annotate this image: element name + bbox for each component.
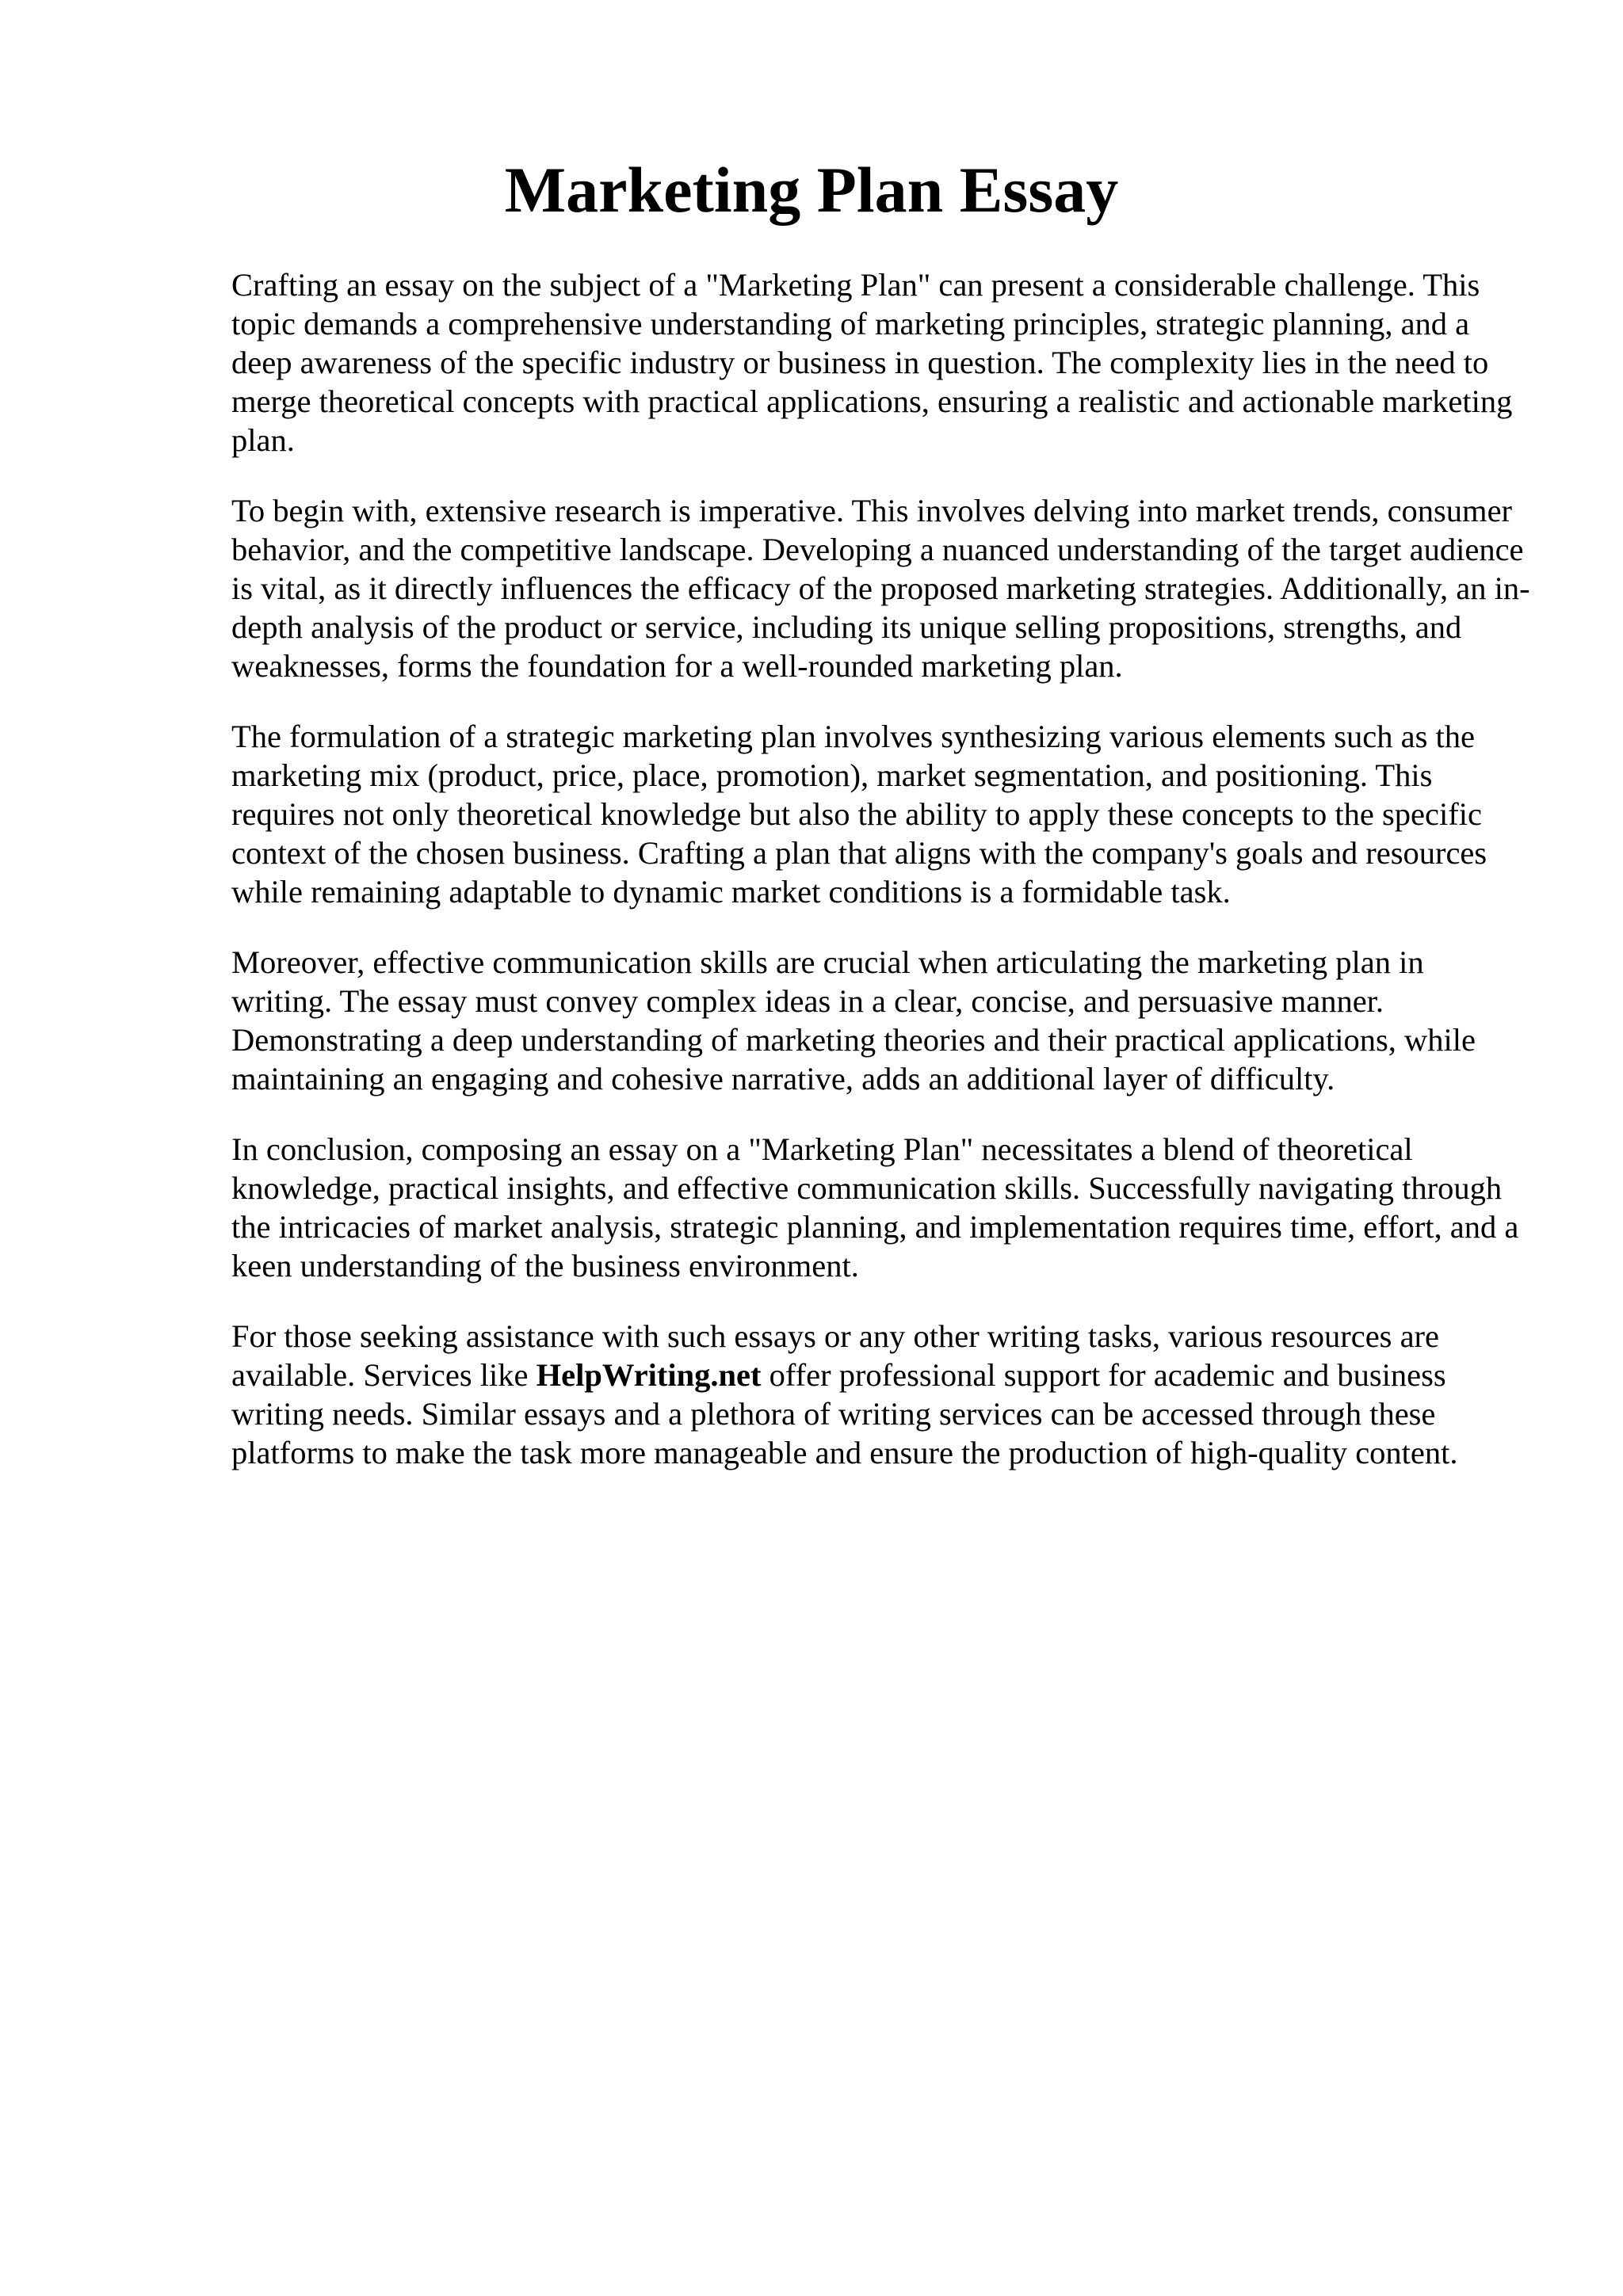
paragraph-formulation: The formulation of a strategic marketing plan involves synthesizing various elements such as the marketing mix (product, price, place, promotion), market segmentation, and positioning. This requires not only theoretical knowledge but also the ability to apply these concepts to the specific context of the chosen business. Crafting a plan that aligns with the company's goals and resources while remaining adaptable to dynamic market conditions is a formidable task. xyxy=(231,719,1487,910)
paragraph-communication: Moreover, effective communication skills are crucial when articulating the marketing plan in writing. The essay must convey complex ideas in a clear, concise, and persuasive manner. Demonstrating a deep understanding of marketing theories and their practical applications, while maintaining an engaging and cohesive narrative, adds an additional layer of difficulty. xyxy=(231,944,1476,1097)
resources-text-before: For those seeking assistance with such essays or any other writing tasks, various resources are available. Services like xyxy=(231,1318,1440,1393)
paragraph-intro: Crafting an essay on the subject of a "Marketing Plan" can present a considerable challenge. This topic demands a comprehensive understanding of marketing principles, strategic planning, and a deep awareness of the specific industry or business in question. The complexity lies in the need to merge theoretical concepts with practical applications, ensuring a realistic and actionable marketing plan. xyxy=(231,267,1513,458)
paragraph-research: To begin with, extensive research is imperative. This involves delving into market trends, consumer behavior, and the competitive landscape. Developing a nuanced understanding of the target audience is vital, as it directly influences the efficacy of the proposed marketing strategies. Additionally, an in-depth analysis of the product or service, including its unique selling propositions, strengths, and weaknesses, forms the foundation for a well-rounded marketing plan. xyxy=(231,493,1530,684)
brand-name: HelpWriting.net xyxy=(536,1357,762,1393)
resources-text-after: offer professional support for academic and business writing needs. Similar essays and a plethora of writing services can be accessed through these platforms to make the task more manageable and ensure the production of high-quality content. xyxy=(231,1357,1458,1470)
essay-body xyxy=(231,265,1531,1504)
page-title: Marketing Plan Essay xyxy=(504,154,1119,226)
paragraph-conclusion: In conclusion, composing an essay on a "Marketing Plan" necessitates a blend of theoretical knowledge, practical insights, and effective communication skills. Successfully navigating through the intricacies of market analysis, strategic planning, and implementation requires time, effort, and a keen understanding of the business environment. xyxy=(231,1131,1519,1283)
paragraph-resources xyxy=(231,1317,1531,1472)
